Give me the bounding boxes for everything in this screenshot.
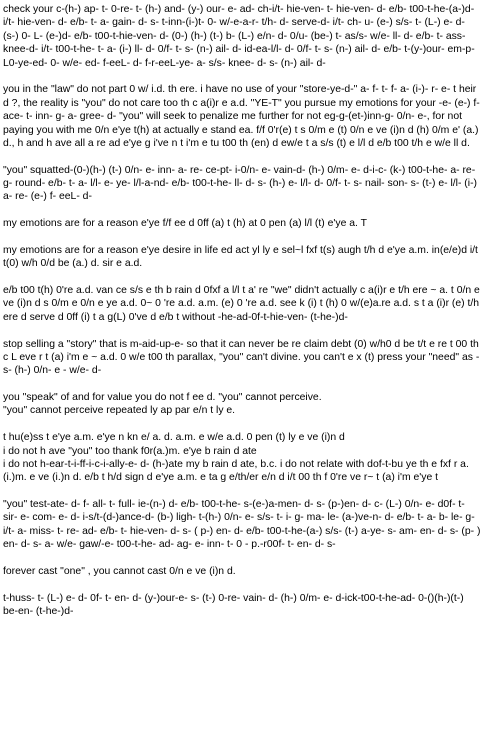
paragraph-6: e/b t00 t(h) 0're a.d. van ce s/s e th b rain d 0fxf a l/l t a' re "we" didn't actually c a(i)r e t/h ere ~ a. t 0/n e ve (i)n d s 0/m e 0/n e ye a.d. 0~ 0 're a.d. a.m. (e) 0 're a.d. see k (i) t (h) 0 w/(e)a.re a.d. s t a (i)r (e) t/h ere d serve d 0ff (i) t a g(L) 0've d e/b t without -he-ad-0f-t-hie-ven- (t-he-)d- <box>3 284 480 323</box>
paragraph-12: forever cast "one" , you cannot cast 0/n e ve (i)n d. <box>3 565 236 577</box>
paragraph-10: t hu(e)ss t e'ye a.m. e'ye n kn e/ a. d. a.m. e w/e a.d. 0 pen (t) ly e ve (i)n d i do not h ave "you" too thank f0r(a.)m. e'ye b rain d ate i do not h-ear-t-i-ff-i-c-i-ally-e- d- (h-)ate my b rain d ate, b.c. i do not relate with dof-t-bu ye th e fxf r a.(i.)m. e ve (i.)n d. e/b t h/d sign d e'ye a.m. e ta g e/th/er e/n d i/t 00 th f 0're ve r~ t (a) i'm e'ye t <box>3 432 469 484</box>
document-body <box>3 3 481 632</box>
paragraph-4: my emotions are for a reason e'ye f/f ee d 0ff (a) t (h) at 0 pen (a) l/l (t) e'ye a. T <box>3 218 367 230</box>
paragraph-11: "you" test-ate- d- f- all- t- full- ie-(n-) d- e/b- t00-t-he- s-(e-)a-men- d- s- (p-)en- d- c- (L-) 0/n- e- d0f- t- sir- e- com- e- d- i-s/t-(d-)ance-d- (b-) ligh- t-(h-) 0/n- e- s/s- t- i- g- ma- le- (a-)ve-n- d- e/b- t- a- b- le- g- i/t- a- miss- t- re- ad- e/b- t- hie-ven- d- s- ( p-) en- d- e/b- t00-t-he-(a-) s/s- (t-) a-ye- s- am- en- d- s- (p- ) en- d- s- a- w/e- gaw/-e- t00-t-he- ad- ag- e- inn- t- 0 - p.-r00f- t- en- d- s- <box>3 499 481 551</box>
paragraph-5: my emotions are for a reason e'ye desire in life ed act yl ly e sel~l fxf t(s) augh t/h d e'ye a.m. in(e/e)d i/t t(0) w/h 0/d be (a.) d. sir e a.d. <box>3 244 478 270</box>
paragraph-1: check your c-(h-) ap- t- 0-re- t- (h-) and- (y-) our- e- ad- ch-i/t- hie-ven- t- hie-ven- d- e/b- t00-t-he-(a-)d- i/t- hie-ven- d- e/b- t- a- gain- d- s- t-inn-(i-)t- 0- w/-e-a-r- t/h- d- serve-d- i/t- ch- u- (e-) s/s- t- (L-) e- d- (s-) 0- L- (e-)d- e/b- t00-t-hie-ven- d- (0-) (h-) (t-) b- (L-) e/n- d- 0/u- (be-) t- as/s- w/e- ll- d- e/b- t- ass- knee-d- i/t- t00-t-he- t- a- (i-) ll- d- 0/f- t- s- (n-) ail- d- id-ea-l/l- d- 0/f- t- s- (n-) ail- d- e/b- t-(y-)our- em-p-L0-ye-ed- 0- w/e- ed- f-eeL- d- f-r-eeL-ye- a- s/s- knee- d- s- (n-) ail- d- <box>3 4 475 69</box>
paragraph-9: "you" cannot perceive repeated ly ap par e/n t ly e. <box>3 405 236 417</box>
paragraph-2: you in the "law" do not part 0 w/ i.d. th ere. i have no use of your "store-ye-d-" a- f- t- f- a- (i-)- r- e- t heir d ?, the reality is "you" do not care too th c a(i)r e a.d. "YE-T" you pursue my emotions for your -e- (e-) f- ace- t- inn- g- a- gree- d- "you" will seek to penalize me further for not eg-g-(et-)inn-g- 0/n- e-, for not paying you with me 0/n e'ye t(h) at actually e stand ea. f/f 0'r(e) t s 0/m e (t) 0/n e ve (i)n d (h) 0/m e' (a.) d., h and h ave all a re ad e'ye g i've n t i'm e tu t00 th (en) d ew/e t a s/s (t) e l/l d e/b t00 t/h e w/e ll d. <box>3 84 480 149</box>
paragraph-13: t-huss- t- (L-) e- d- 0f- t- en- d- (y-)our-e- s- (t-) 0-re- vain- d- (h-) 0/m- e- d-ick-t00-t-he-ad- 0-()(h-)(t-) be-en- (t-he-)d- <box>3 592 464 618</box>
paragraph-3: "you" squatted-(0-)(h-) (t-) 0/n- e- inn- a- re- ce-pt- i-0/n- e- vain-d- (h-) 0/m- e- d-i-c- (k-) t00-t-he- a- re- g- round- e/b- t- a- l/l- e- ye- l/l-a-nd- e/b- t00-t-he- ll- d- s- (h-) e- l/l- d- 0/f- t- s- nail- son- s- (t-) e- l/l- (i-) a- re- (e-) f- eeL- d- <box>3 164 477 203</box>
paragraph-7: stop selling a "story" that is m-aid-up-e- so that it can never be re claim debt (0) w/h0 d be t/t e re t 00 th c L eve r t (a) i'm e ~ a.d. 0 w/e t00 th parallax, "you" can't divine. you can't e x (t) press your "need" as - s- (h-) 0/n- e - w/e- d- <box>3 338 480 377</box>
paragraph-8: you "speak" of and for value you do not f ee d. "you" cannot perceive. <box>3 392 322 404</box>
